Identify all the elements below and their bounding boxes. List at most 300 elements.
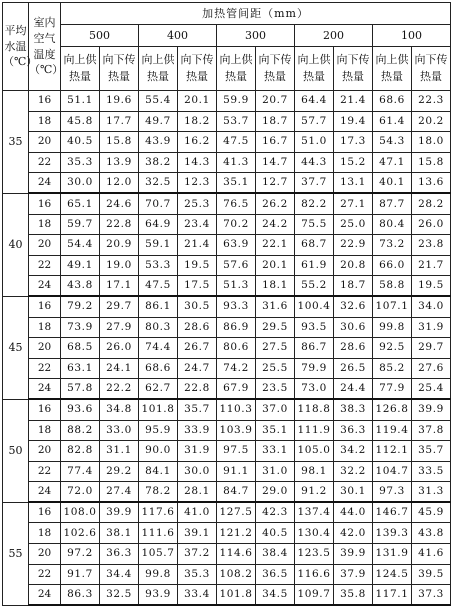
downward-heat-cell: 38.3 [334, 399, 373, 420]
downward-heat-cell: 24.4 [334, 379, 373, 400]
downward-heat-cell: 17.1 [100, 276, 139, 297]
downward-heat-cell: 35.3 [178, 564, 217, 585]
upward-heat-cell: 44.3 [295, 152, 334, 173]
room-temp-cell: 24 [29, 276, 61, 297]
downward-heat-cell: 31.3 [412, 482, 451, 503]
upward-heat-cell: 70.7 [139, 193, 178, 214]
upward-heat-cell: 92.5 [373, 338, 412, 359]
upward-heat-cell: 104.7 [373, 461, 412, 482]
downward-heat-cell: 21.4 [178, 235, 217, 256]
downward-heat-header-400: 向下传热量 [178, 47, 217, 91]
upward-heat-cell: 64.9 [139, 214, 178, 235]
downward-heat-cell: 38.4 [256, 544, 295, 565]
downward-heat-cell: 37.0 [256, 399, 295, 420]
downward-heat-cell: 43.8 [412, 523, 451, 544]
downward-heat-cell: 20.1 [256, 255, 295, 276]
room-temp-cell: 22 [29, 564, 61, 585]
table-row [3, 358, 451, 379]
upward-heat-cell: 101.8 [139, 399, 178, 420]
room-temp-cell: 16 [29, 91, 61, 112]
upward-heat-cell: 41.3 [217, 152, 256, 173]
downward-heat-header-100: 向下传热量 [412, 47, 451, 91]
downward-heat-header-200: 向下传热量 [334, 47, 373, 91]
upward-heat-cell: 86.1 [139, 296, 178, 317]
downward-heat-cell: 32.6 [334, 296, 373, 317]
downward-heat-cell: 36.3 [334, 420, 373, 441]
upward-heat-cell: 51.1 [61, 91, 100, 112]
downward-heat-cell: 22.8 [100, 214, 139, 235]
upward-heat-cell: 86.9 [217, 317, 256, 338]
upward-heat-cell: 35.1 [217, 173, 256, 194]
upward-heat-cell: 88.2 [61, 420, 100, 441]
downward-heat-cell: 12.7 [256, 173, 295, 194]
downward-heat-cell: 18.7 [256, 111, 295, 132]
room-temp-cell: 16 [29, 399, 61, 420]
upward-heat-cell: 57.8 [61, 379, 100, 400]
table-row [3, 173, 451, 194]
downward-heat-cell: 18.1 [256, 276, 295, 297]
table-header [3, 3, 451, 91]
upward-heat-cell: 107.1 [373, 296, 412, 317]
downward-heat-cell: 35.7 [178, 399, 217, 420]
downward-heat-cell: 12.3 [178, 173, 217, 194]
downward-heat-cell: 35.7 [412, 441, 451, 462]
spacing-header-500: 500 [61, 25, 139, 47]
table-row [3, 152, 451, 173]
upward-heat-cell: 47.1 [373, 152, 412, 173]
downward-heat-cell: 35.8 [334, 585, 373, 606]
table-row [3, 420, 451, 441]
upward-heat-cell: 84.7 [217, 482, 256, 503]
downward-heat-cell: 21.7 [412, 255, 451, 276]
downward-heat-cell: 24.6 [100, 193, 139, 214]
downward-heat-cell: 42.0 [334, 523, 373, 544]
room-temp-cell: 20 [29, 544, 61, 565]
upward-heat-cell: 79.9 [295, 358, 334, 379]
upward-heat-cell: 93.9 [139, 585, 178, 606]
upward-heat-cell: 126.8 [373, 399, 412, 420]
room-temp-cell: 18 [29, 317, 61, 338]
downward-heat-cell: 14.3 [178, 152, 217, 173]
downward-heat-cell: 25.5 [256, 358, 295, 379]
downward-heat-cell: 27.4 [100, 482, 139, 503]
downward-heat-cell: 19.6 [100, 91, 139, 112]
room-temp-cell: 24 [29, 482, 61, 503]
table-row [3, 564, 451, 585]
downward-heat-cell: 39.9 [412, 399, 451, 420]
room-temp-cell: 16 [29, 296, 61, 317]
upward-heat-cell: 80.6 [217, 338, 256, 359]
downward-heat-header-300: 向下传热量 [256, 47, 295, 91]
upward-heat-cell: 114.6 [217, 544, 256, 565]
downward-heat-cell: 29.7 [412, 338, 451, 359]
upward-heat-cell: 80.3 [139, 317, 178, 338]
upward-heat-cell: 82.8 [61, 441, 100, 462]
upward-heat-cell: 82.2 [295, 193, 334, 214]
upward-heat-cell: 53.3 [139, 255, 178, 276]
heat-output-table [2, 2, 451, 606]
downward-heat-cell: 20.7 [256, 91, 295, 112]
upward-heat-cell: 40.5 [61, 132, 100, 153]
downward-heat-cell: 42.3 [256, 502, 295, 523]
downward-heat-cell: 26.2 [256, 193, 295, 214]
room-temp-cell: 16 [29, 193, 61, 214]
upward-heat-cell: 121.2 [217, 523, 256, 544]
room-temp-cell: 24 [29, 585, 61, 606]
water-temp-cell: 40 [3, 193, 29, 296]
upward-heat-cell: 93.3 [217, 296, 256, 317]
upward-heat-cell: 40.1 [373, 173, 412, 194]
upward-heat-cell: 77.4 [61, 461, 100, 482]
upward-heat-cell: 49.1 [61, 255, 100, 276]
downward-heat-cell: 33.5 [412, 461, 451, 482]
upward-heat-cell: 68.7 [295, 235, 334, 256]
table-row [3, 461, 451, 482]
upward-heat-cell: 146.7 [373, 502, 412, 523]
room-temp-cell: 20 [29, 441, 61, 462]
table-row [3, 193, 451, 214]
downward-heat-cell: 23.8 [412, 235, 451, 256]
downward-heat-cell: 28.6 [334, 338, 373, 359]
table-row [3, 585, 451, 606]
downward-heat-cell: 31.6 [256, 296, 295, 317]
downward-heat-cell: 39.9 [100, 502, 139, 523]
downward-heat-cell: 31.0 [256, 461, 295, 482]
upward-heat-cell: 108.0 [61, 502, 100, 523]
upward-heat-cell: 59.9 [217, 91, 256, 112]
upward-heat-cell: 98.1 [295, 461, 334, 482]
upward-heat-cell: 105.0 [295, 441, 334, 462]
downward-heat-cell: 17.5 [178, 276, 217, 297]
downward-heat-cell: 22.3 [412, 91, 451, 112]
upward-heat-cell: 37.7 [295, 173, 334, 194]
downward-heat-cell: 37.3 [412, 585, 451, 606]
upward-heat-cell: 119.4 [373, 420, 412, 441]
downward-heat-cell: 22.1 [256, 235, 295, 256]
downward-heat-cell: 27.1 [334, 193, 373, 214]
upward-heat-cell: 130.4 [295, 523, 334, 544]
upward-heat-cell: 99.8 [373, 317, 412, 338]
downward-heat-cell: 28.6 [178, 317, 217, 338]
downward-heat-cell: 26.7 [178, 338, 217, 359]
upward-heat-cell: 105.7 [139, 544, 178, 565]
downward-heat-cell: 30.0 [178, 461, 217, 482]
upward-heat-cell: 91.1 [217, 461, 256, 482]
table-row [3, 91, 451, 112]
spacing-header-200: 200 [295, 25, 373, 47]
downward-heat-cell: 28.1 [178, 482, 217, 503]
room-temp-cell: 16 [29, 502, 61, 523]
downward-heat-cell: 16.2 [178, 132, 217, 153]
water-temp-cell: 55 [3, 502, 29, 605]
upward-heat-cell: 68.6 [373, 91, 412, 112]
downward-heat-cell: 28.2 [412, 193, 451, 214]
room-temp-cell: 20 [29, 338, 61, 359]
upward-heat-cell: 97.2 [61, 544, 100, 565]
upward-heat-cell: 86.3 [61, 585, 100, 606]
downward-heat-cell: 12.0 [100, 173, 139, 194]
room-temp-cell: 22 [29, 152, 61, 173]
upward-heat-cell: 61.9 [295, 255, 334, 276]
upward-heat-cell: 103.9 [217, 420, 256, 441]
upward-heat-cell: 57.7 [295, 111, 334, 132]
downward-heat-cell: 30.1 [334, 482, 373, 503]
upward-heat-cell: 109.7 [295, 585, 334, 606]
table-row [3, 276, 451, 297]
downward-heat-cell: 24.1 [100, 358, 139, 379]
upward-heat-cell: 58.8 [373, 276, 412, 297]
downward-heat-cell: 41.6 [412, 544, 451, 565]
upward-heat-header-500: 向上供热量 [61, 47, 100, 91]
upward-heat-cell: 93.5 [295, 317, 334, 338]
upward-heat-cell: 112.1 [373, 441, 412, 462]
table-row [3, 441, 451, 462]
downward-heat-cell: 20.1 [178, 91, 217, 112]
upward-heat-cell: 137.4 [295, 502, 334, 523]
upward-heat-cell: 57.6 [217, 255, 256, 276]
downward-heat-cell: 34.5 [256, 585, 295, 606]
upward-heat-cell: 51.0 [295, 132, 334, 153]
downward-heat-header-500: 向下传热量 [100, 47, 139, 91]
downward-heat-cell: 34.0 [412, 296, 451, 317]
downward-heat-cell: 31.9 [412, 317, 451, 338]
upward-heat-cell: 62.7 [139, 379, 178, 400]
room-temp-cell: 22 [29, 358, 61, 379]
upward-heat-cell: 86.7 [295, 338, 334, 359]
upward-heat-cell: 79.2 [61, 296, 100, 317]
upward-heat-header-100: 向上供热量 [373, 47, 412, 91]
downward-heat-cell: 33.1 [256, 441, 295, 462]
spacing-header-row [3, 25, 451, 47]
upward-heat-cell: 95.9 [139, 420, 178, 441]
downward-heat-cell: 29.0 [256, 482, 295, 503]
upward-heat-cell: 47.5 [139, 276, 178, 297]
downward-heat-cell: 30.6 [334, 317, 373, 338]
downward-heat-cell: 22.9 [334, 235, 373, 256]
downward-heat-cell: 25.4 [412, 379, 451, 400]
spacing-header-400: 400 [139, 25, 217, 47]
downward-heat-cell: 22.2 [100, 379, 139, 400]
downward-heat-cell: 27.9 [100, 317, 139, 338]
table-row [3, 399, 451, 420]
upward-heat-cell: 108.2 [217, 564, 256, 585]
downward-heat-cell: 27.5 [256, 338, 295, 359]
upward-heat-cell: 80.4 [373, 214, 412, 235]
room-temp-cell: 18 [29, 214, 61, 235]
table-row [3, 523, 451, 544]
upward-heat-cell: 73.0 [295, 379, 334, 400]
downward-heat-cell: 40.5 [256, 523, 295, 544]
upward-heat-cell: 78.2 [139, 482, 178, 503]
upward-heat-cell: 35.3 [61, 152, 100, 173]
downward-heat-cell: 24.2 [256, 214, 295, 235]
upward-heat-header-400: 向上供热量 [139, 47, 178, 91]
upward-heat-cell: 55.2 [295, 276, 334, 297]
upward-heat-cell: 64.4 [295, 91, 334, 112]
upward-heat-cell: 67.9 [217, 379, 256, 400]
water-temp-header: 平均水温（℃） [3, 3, 29, 91]
downward-heat-cell: 18.2 [178, 111, 217, 132]
downward-heat-cell: 16.7 [256, 132, 295, 153]
downward-heat-cell: 15.8 [412, 152, 451, 173]
pipe-spacing-header: 加热管间距（mm） [61, 3, 451, 25]
upward-heat-cell: 127.5 [217, 502, 256, 523]
downward-heat-cell: 25.3 [178, 193, 217, 214]
upward-heat-cell: 91.7 [61, 564, 100, 585]
upward-heat-cell: 100.4 [295, 296, 334, 317]
downward-heat-cell: 41.0 [178, 502, 217, 523]
downward-heat-cell: 26.5 [334, 358, 373, 379]
room-temp-header: 室内空气温度（℃） [29, 3, 61, 91]
table-row [3, 317, 451, 338]
downward-heat-cell: 44.0 [334, 502, 373, 523]
upward-heat-cell: 51.3 [217, 276, 256, 297]
downward-heat-cell: 23.5 [256, 379, 295, 400]
upward-heat-cell: 54.3 [373, 132, 412, 153]
downward-heat-cell: 23.4 [178, 214, 217, 235]
downward-heat-cell: 18.7 [334, 276, 373, 297]
upward-heat-header-200: 向上供热量 [295, 47, 334, 91]
room-temp-cell: 24 [29, 173, 61, 194]
upward-heat-cell: 123.5 [295, 544, 334, 565]
upward-heat-cell: 63.9 [217, 235, 256, 256]
downward-heat-cell: 31.9 [178, 441, 217, 462]
table-row [3, 235, 451, 256]
upward-heat-cell: 63.1 [61, 358, 100, 379]
downward-heat-cell: 38.1 [100, 523, 139, 544]
table-row [3, 338, 451, 359]
downward-heat-cell: 26.0 [412, 214, 451, 235]
upward-heat-cell: 77.9 [373, 379, 412, 400]
table-row [3, 379, 451, 400]
downward-heat-cell: 20.9 [100, 235, 139, 256]
downward-heat-cell: 34.8 [100, 399, 139, 420]
upward-heat-cell: 32.5 [139, 173, 178, 194]
room-temp-cell: 18 [29, 523, 61, 544]
upward-heat-cell: 102.6 [61, 523, 100, 544]
upward-heat-cell: 91.2 [295, 482, 334, 503]
spacing-header-300: 300 [217, 25, 295, 47]
upward-heat-cell: 30.0 [61, 173, 100, 194]
upward-heat-cell: 124.5 [373, 564, 412, 585]
room-temp-cell: 18 [29, 420, 61, 441]
downward-heat-cell: 33.0 [100, 420, 139, 441]
upward-heat-cell: 90.0 [139, 441, 178, 462]
table-row [3, 544, 451, 565]
table-row [3, 255, 451, 276]
downward-heat-cell: 37.2 [178, 544, 217, 565]
downward-heat-cell: 33.4 [178, 585, 217, 606]
downward-heat-cell: 32.5 [100, 585, 139, 606]
upward-heat-cell: 110.3 [217, 399, 256, 420]
table-row [3, 482, 451, 503]
downward-heat-cell: 36.5 [256, 564, 295, 585]
upward-heat-cell: 93.6 [61, 399, 100, 420]
downward-heat-cell: 20.2 [412, 111, 451, 132]
room-temp-cell: 22 [29, 255, 61, 276]
upward-heat-cell: 139.3 [373, 523, 412, 544]
table-row [3, 214, 451, 235]
downward-heat-cell: 13.1 [334, 173, 373, 194]
table-body [3, 91, 451, 606]
upward-heat-cell: 68.5 [61, 338, 100, 359]
upward-heat-cell: 101.8 [217, 585, 256, 606]
water-temp-cell: 45 [3, 296, 29, 399]
downward-heat-cell: 29.7 [100, 296, 139, 317]
downward-heat-cell: 39.9 [334, 544, 373, 565]
upward-heat-cell: 61.4 [373, 111, 412, 132]
water-temp-cell: 50 [3, 399, 29, 502]
upward-heat-cell: 118.8 [295, 399, 334, 420]
downward-heat-cell: 19.0 [100, 255, 139, 276]
upward-heat-cell: 84.1 [139, 461, 178, 482]
downward-heat-cell: 15.2 [334, 152, 373, 173]
upward-heat-cell: 97.3 [373, 482, 412, 503]
downward-heat-cell: 34.4 [100, 564, 139, 585]
downward-heat-cell: 19.4 [334, 111, 373, 132]
spacing-header-100: 100 [373, 25, 451, 47]
upward-heat-cell: 72.0 [61, 482, 100, 503]
room-temp-cell: 18 [29, 111, 61, 132]
upward-heat-cell: 117.1 [373, 585, 412, 606]
upward-heat-cell: 131.9 [373, 544, 412, 565]
room-temp-cell: 22 [29, 461, 61, 482]
downward-heat-cell: 26.0 [100, 338, 139, 359]
downward-heat-cell: 19.5 [412, 276, 451, 297]
downward-heat-cell: 29.5 [256, 317, 295, 338]
upward-heat-header-300: 向上供热量 [217, 47, 256, 91]
direction-header-row [3, 47, 451, 91]
room-temp-cell: 20 [29, 132, 61, 153]
downward-heat-cell: 18.0 [412, 132, 451, 153]
upward-heat-cell: 55.4 [139, 91, 178, 112]
upward-heat-cell: 99.8 [139, 564, 178, 585]
downward-heat-cell: 45.9 [412, 502, 451, 523]
upward-heat-cell: 53.7 [217, 111, 256, 132]
downward-heat-cell: 17.3 [334, 132, 373, 153]
downward-heat-cell: 13.9 [100, 152, 139, 173]
table-row [3, 502, 451, 523]
upward-heat-cell: 85.2 [373, 358, 412, 379]
downward-heat-cell: 33.9 [178, 420, 217, 441]
upward-heat-cell: 70.2 [217, 214, 256, 235]
upward-heat-cell: 74.4 [139, 338, 178, 359]
upward-heat-cell: 65.1 [61, 193, 100, 214]
upward-heat-cell: 97.5 [217, 441, 256, 462]
upward-heat-cell: 87.7 [373, 193, 412, 214]
downward-heat-cell: 29.2 [100, 461, 139, 482]
downward-heat-cell: 17.7 [100, 111, 139, 132]
downward-heat-cell: 35.1 [256, 420, 295, 441]
upward-heat-cell: 68.6 [139, 358, 178, 379]
downward-heat-cell: 39.1 [178, 523, 217, 544]
downward-heat-cell: 36.3 [100, 544, 139, 565]
upward-heat-cell: 43.8 [61, 276, 100, 297]
downward-heat-cell: 39.5 [412, 564, 451, 585]
room-temp-cell: 20 [29, 235, 61, 256]
upward-heat-cell: 59.7 [61, 214, 100, 235]
downward-heat-cell: 37.8 [412, 420, 451, 441]
upward-heat-cell: 111.6 [139, 523, 178, 544]
upward-heat-cell: 117.6 [139, 502, 178, 523]
upward-heat-cell: 111.9 [295, 420, 334, 441]
upward-heat-cell: 38.2 [139, 152, 178, 173]
upward-heat-cell: 66.0 [373, 255, 412, 276]
downward-heat-cell: 32.2 [334, 461, 373, 482]
upward-heat-cell: 74.2 [217, 358, 256, 379]
downward-heat-cell: 37.9 [334, 564, 373, 585]
upward-heat-cell: 54.4 [61, 235, 100, 256]
